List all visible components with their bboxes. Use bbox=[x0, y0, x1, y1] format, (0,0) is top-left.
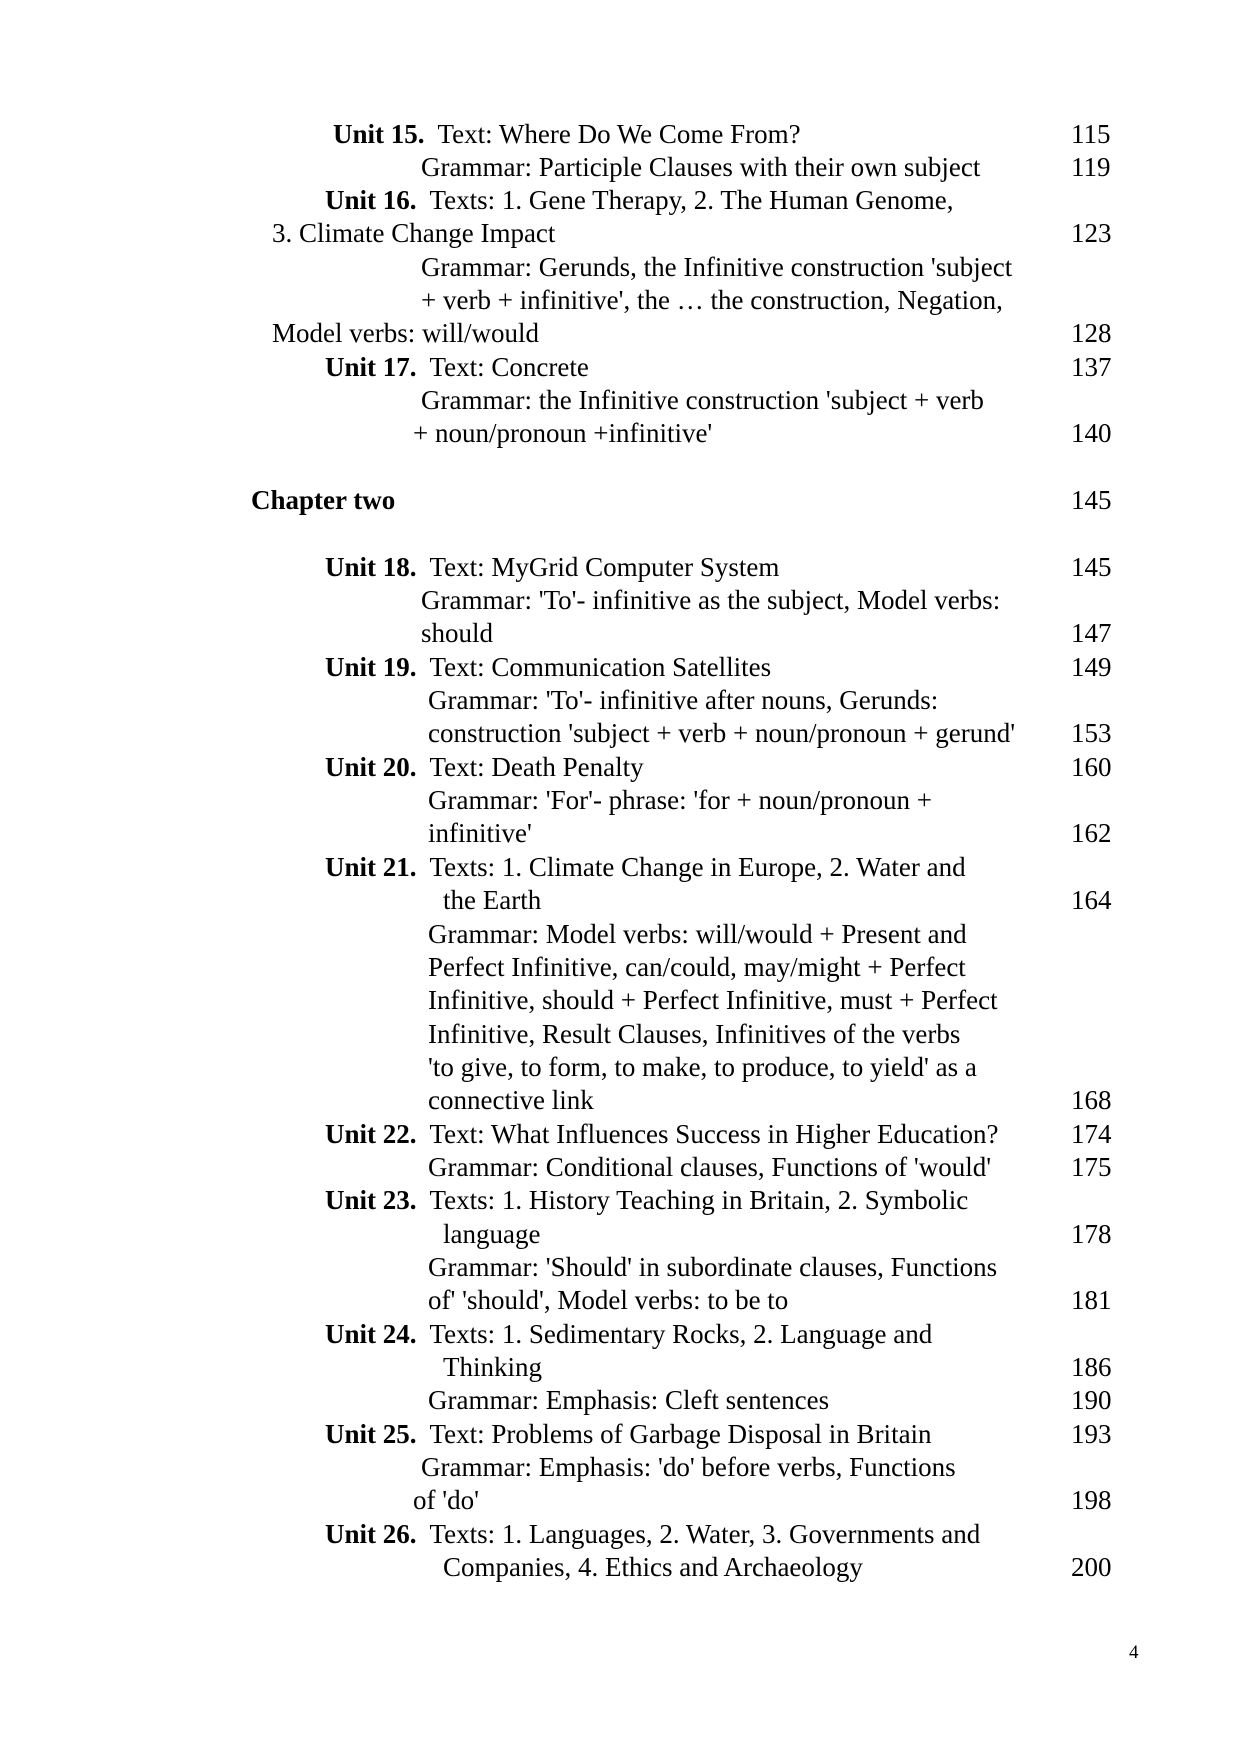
toc-entry-unit-18 bbox=[325, 551, 779, 584]
page-ref: 153 bbox=[1071, 718, 1112, 748]
toc-entry-unit-15 bbox=[333, 118, 801, 151]
toc-entry-unit-21 bbox=[325, 851, 966, 884]
grammar-text: Infinitive, Result Clauses, Infinitives of the verbs bbox=[428, 1019, 961, 1049]
page-ref: 140 bbox=[1071, 418, 1112, 448]
grammar-text: Grammar: 'To'- infinitive after nouns, Gerunds: bbox=[428, 685, 939, 715]
grammar-text: Grammar: Emphasis: 'do' before verbs, Functions bbox=[421, 1452, 956, 1482]
entry-text-continued: Companies, 4. Ethics and Archaeology bbox=[443, 1552, 863, 1582]
page-ref: 145 bbox=[1071, 552, 1112, 582]
page-ref: 175 bbox=[1071, 1152, 1112, 1182]
grammar-text: Grammar: Participle Clauses with their own subject bbox=[421, 152, 981, 182]
entry-text: Text: Where Do We Come From? bbox=[437, 119, 801, 149]
unit-label: Unit 21. bbox=[325, 852, 417, 882]
toc-entry-unit-16 bbox=[325, 184, 954, 217]
page-ref: 168 bbox=[1071, 1085, 1112, 1115]
entry-text: Text: What Influences Success in Higher Education? bbox=[429, 1119, 999, 1149]
chapter-heading bbox=[251, 484, 395, 517]
unit-label: Unit 24. bbox=[325, 1319, 417, 1349]
page-ref: 186 bbox=[1071, 1352, 1112, 1382]
grammar-text: Infinitive, should + Perfect Infinitive, must + Perfect bbox=[428, 985, 998, 1015]
page-ref: 147 bbox=[1071, 618, 1112, 648]
page-ref: 198 bbox=[1071, 1485, 1112, 1515]
page-ref: 181 bbox=[1071, 1285, 1112, 1315]
grammar-text: construction 'subject + verb + noun/pronoun + gerund' bbox=[428, 718, 1016, 748]
page-ref: 200 bbox=[1071, 1552, 1112, 1582]
entry-text-continued: 3. Climate Change Impact bbox=[272, 218, 556, 248]
page-ref: 128 bbox=[1071, 318, 1112, 348]
entry-text-continued: the Earth bbox=[443, 885, 542, 915]
grammar-text: Grammar: Gerunds, the Infinitive construction 'subject bbox=[421, 252, 1013, 282]
grammar-text: 'to give, to form, to make, to produce, to yield' as a bbox=[428, 1052, 977, 1082]
entry-text: Texts: 1. Sedimentary Rocks, 2. Language and bbox=[429, 1319, 933, 1349]
grammar-text: infinitive' bbox=[428, 818, 532, 848]
entry-text: Text: Problems of Garbage Disposal in Britain bbox=[429, 1419, 932, 1449]
unit-label: Unit 25. bbox=[325, 1419, 417, 1449]
page-ref: 137 bbox=[1071, 352, 1112, 382]
unit-label: Unit 26. bbox=[325, 1519, 417, 1549]
chapter-title: Chapter two bbox=[251, 485, 396, 515]
grammar-text: should bbox=[421, 618, 494, 648]
unit-label: Unit 19. bbox=[325, 652, 417, 682]
grammar-text: Grammar: 'Should' in subordinate clauses, Functions bbox=[428, 1252, 998, 1282]
entry-text: Texts: 1. Climate Change in Europe, 2. Water and bbox=[429, 852, 966, 882]
entry-text: Text: MyGrid Computer System bbox=[429, 552, 780, 582]
entry-text-continued: language bbox=[443, 1219, 541, 1249]
toc-entry-unit-26 bbox=[325, 1518, 980, 1551]
grammar-text: Perfect Infinitive, can/could, may/might + Perfect bbox=[428, 952, 966, 982]
toc-entry-unit-20 bbox=[325, 751, 644, 784]
page-ref: 193 bbox=[1071, 1419, 1112, 1449]
entry-text: Text: Concrete bbox=[429, 352, 589, 382]
toc-entry-unit-22 bbox=[325, 1118, 998, 1151]
unit-label: Unit 15. bbox=[333, 119, 425, 149]
toc-entry-unit-19 bbox=[325, 651, 771, 684]
unit-label: Unit 22. bbox=[325, 1119, 417, 1149]
entry-text: Text: Communication Satellites bbox=[429, 652, 772, 682]
entry-text: Texts: 1. Gene Therapy, 2. The Human Genome, bbox=[429, 185, 954, 215]
grammar-text: + verb + infinitive', the … the construction, Negation, bbox=[421, 285, 1003, 315]
page-ref: 115 bbox=[1071, 119, 1111, 149]
page-ref: 123 bbox=[1071, 218, 1112, 248]
toc-entry-unit-23 bbox=[325, 1184, 968, 1217]
grammar-text: Model verbs: will/would bbox=[272, 318, 539, 348]
grammar-text: of 'do' bbox=[413, 1485, 479, 1515]
entry-text-continued: Thinking bbox=[443, 1352, 542, 1382]
grammar-text: Grammar: Model verbs: will/would + Present and bbox=[428, 919, 967, 949]
grammar-text: Grammar: Conditional clauses, Functions of 'would' bbox=[428, 1152, 992, 1182]
page-ref: 178 bbox=[1071, 1219, 1112, 1249]
entry-text: Texts: 1. History Teaching in Britain, 2. Symbolic bbox=[429, 1185, 969, 1215]
grammar-text: connective link bbox=[428, 1085, 594, 1115]
grammar-text: Grammar: the Infinitive construction 'subject + verb bbox=[421, 385, 984, 415]
unit-label: Unit 18. bbox=[325, 552, 417, 582]
entry-text: Texts: 1. Languages, 2. Water, 3. Governments and bbox=[429, 1519, 981, 1549]
grammar-text: + noun/pronoun +infinitive' bbox=[413, 418, 713, 448]
toc-entry-unit-24 bbox=[325, 1318, 932, 1351]
page-number: 4 bbox=[1129, 1642, 1139, 1663]
page-ref: 190 bbox=[1071, 1385, 1112, 1415]
unit-label: Unit 23. bbox=[325, 1185, 417, 1215]
unit-label: Unit 16. bbox=[325, 185, 417, 215]
unit-label: Unit 20. bbox=[325, 752, 417, 782]
page-ref: 162 bbox=[1071, 818, 1112, 848]
page-ref: 149 bbox=[1071, 652, 1112, 682]
page-ref: 119 bbox=[1071, 152, 1111, 182]
page-ref: 145 bbox=[1071, 485, 1112, 515]
grammar-text: Grammar: 'To'- infinitive as the subject, Model verbs: bbox=[421, 585, 1001, 615]
grammar-text: of' 'should', Model verbs: to be to bbox=[428, 1285, 789, 1315]
entry-text: Text: Death Penalty bbox=[429, 752, 644, 782]
page-ref: 174 bbox=[1071, 1119, 1112, 1149]
toc-entry-unit-17 bbox=[325, 351, 589, 384]
page-ref: 160 bbox=[1071, 752, 1112, 782]
grammar-text: Grammar: Emphasis: Cleft sentences bbox=[428, 1385, 830, 1415]
toc-entry-unit-25 bbox=[325, 1418, 932, 1451]
unit-label: Unit 17. bbox=[325, 352, 417, 382]
page-ref: 164 bbox=[1071, 885, 1112, 915]
grammar-text: Grammar: 'For'- phrase: 'for + noun/pronoun + bbox=[428, 785, 932, 815]
